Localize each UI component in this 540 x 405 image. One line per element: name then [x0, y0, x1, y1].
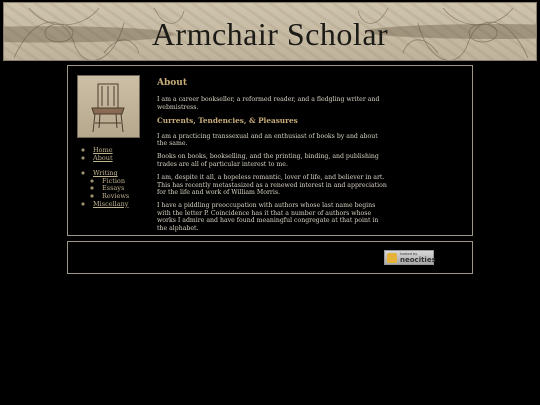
nav-item-about[interactable]	[93, 155, 129, 163]
paragraph-1: I am a practicing transsexual and an enthusiast of books by and about the same.	[157, 132, 378, 148]
nav-item-writing[interactable]	[93, 170, 129, 200]
about-content	[157, 80, 387, 238]
nav-link-reviews[interactable]: Reviews	[102, 191, 130, 200]
nav-link-home[interactable]: Home	[93, 146, 113, 154]
site-banner	[3, 2, 537, 61]
neocities-badge[interactable]	[384, 250, 434, 265]
nav-link-writing[interactable]: Writing	[93, 169, 118, 178]
sidebar-nav	[82, 147, 129, 208]
chair-icon	[78, 76, 139, 137]
paragraph-3: I am, despite it all, a hopeless romantic, lover of life, and believer in art. This has recently metastasized as a renewed interest in and appreciation for the life and work of William Morris.	[157, 174, 387, 197]
nav-link-about[interactable]: About	[93, 153, 113, 162]
paragraph-2: Books on books, bookselling, and the printing, binding, and publishing trades are all of particular interest to me.	[157, 153, 379, 168]
nav-item-miscellany[interactable]	[93, 201, 129, 209]
neocities-cat-icon	[387, 253, 397, 263]
chair-image	[77, 75, 140, 138]
section-subheading: Currents, Tendencies, & Pleasures	[157, 116, 298, 126]
intro-text: I am a career bookseller, a reformed reader, and a fledgling writer and webmistress.	[157, 96, 380, 111]
badge-hosted-text: hosted by	[400, 252, 418, 256]
nav-link-essays[interactable]: Essays	[102, 184, 125, 193]
paragraph-4: I have a piddling preoccupation with authors whose last name begins with the letter P. Coincidence has it that a number of authors whose works I admire and have found meaningful congregate at that point in the alphabet.	[157, 202, 379, 232]
nav-link-miscellany[interactable]: Miscellany	[93, 199, 129, 208]
page-heading: About	[157, 78, 187, 88]
footer-panel	[67, 241, 473, 274]
main-panel	[67, 65, 473, 236]
badge-brand-text: neocities	[400, 256, 436, 264]
site-title: Armchair Scholar	[151, 16, 389, 52]
nav-link-fiction[interactable]: Fiction	[102, 176, 126, 185]
